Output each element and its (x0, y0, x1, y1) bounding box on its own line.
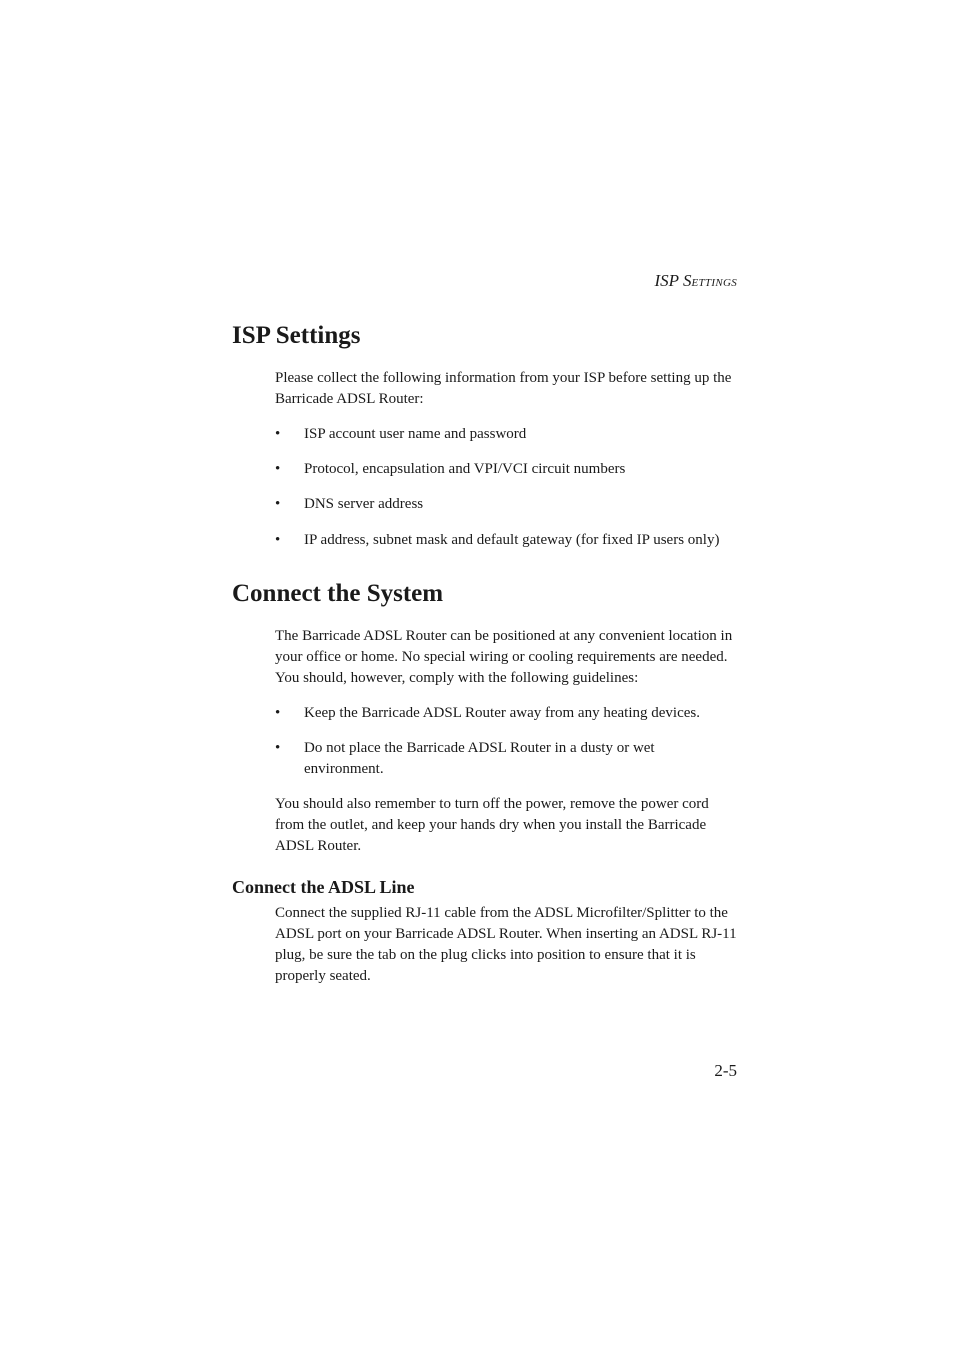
list-item: • DNS server address (275, 494, 737, 515)
connect-intro-paragraph: The Barricade ADSL Router can be positioned at any convenient location in your office or home. No special wiring or cooling requirements are needed. You should, however, comply with the following guidelines: (275, 628, 733, 686)
heading-connect-adsl-line: Connect the ADSL Line (232, 877, 415, 897)
bullet-glyph: • (275, 740, 281, 756)
list-item: • Protocol, encapsulation and VPI/VCI circuit numbers (275, 459, 737, 480)
list-item: • Keep the Barricade ADSL Router away from any heating devices. (275, 703, 737, 724)
list-item: • ISP account user name and password (275, 424, 737, 445)
connect-outro-paragraph: You should also remember to turn off the power, remove the power cord from the outlet, and keep your hands dry when you install the Barricade ADSL Router. (275, 796, 709, 854)
heading-isp-settings: ISP Settings (232, 322, 361, 349)
bullet-glyph: • (275, 426, 281, 442)
bullet-glyph: • (275, 532, 281, 548)
bullet-glyph: • (275, 705, 281, 721)
bullet-glyph: • (275, 461, 281, 477)
adsl-body-paragraph: Connect the supplied RJ-11 cable from the ADSL Microfilter/Splitter to the ADSL port on your Barricade ADSL Router. When inserting an ADSL RJ-11 plug, be sure the tab on the plug clicks into position to ensure that it is properly seated. (275, 905, 737, 984)
isp-intro-paragraph: Please collect the following information from your ISP before setting up the Barricade ADSL Router: (275, 370, 732, 407)
bullet-glyph: • (275, 496, 281, 512)
heading-connect-system: Connect the System (232, 580, 444, 607)
list-item: • Do not place the Barricade ADSL Router in a dusty or wet environment. (275, 740, 655, 777)
running-header: ISP SETTINGS (654, 271, 737, 290)
page-number: 2-5 (714, 1061, 737, 1080)
list-item: • IP address, subnet mask and default gateway (for fixed IP users only) (275, 530, 737, 551)
